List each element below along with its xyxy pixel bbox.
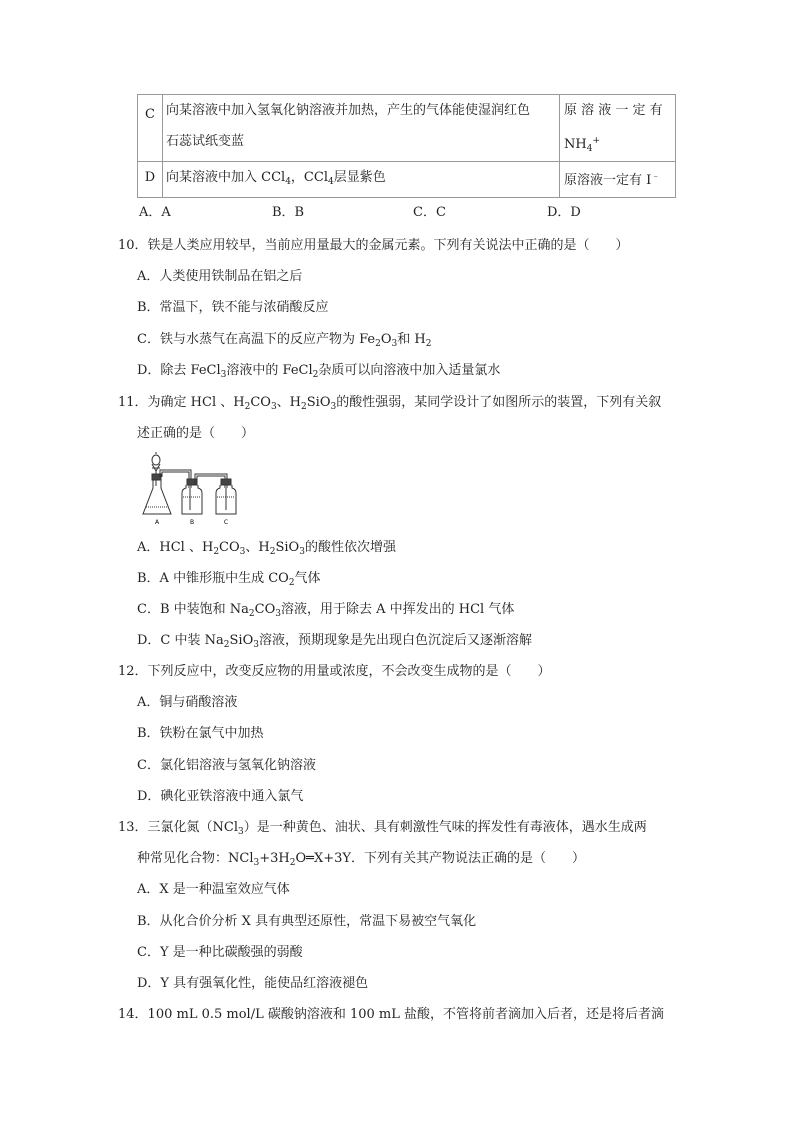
apparatus-figure — [141, 452, 251, 527]
row-key: C — [145, 107, 155, 122]
q12-option-d[interactable]: D．碘化亚铁溶液中通入氯气 — [137, 789, 304, 804]
q11-option-b[interactable]: B．A 中锥形瓶中生成 $CO_2$气体 — [137, 571, 321, 588]
row-condition: 向某溶液中加入氢氧化钠溶液并加热，产生的气体能使湿润红色 — [166, 103, 531, 118]
row-result-cont: $NH_4^+$ — [564, 136, 600, 154]
q10-stem: 10．铁是人类应用较早，当前应用量最大的金属元素。下列有关说法中正确的是（ ） — [118, 238, 629, 253]
q13-option-c[interactable]: C．Y 是一种比碳酸强的弱酸 — [137, 945, 303, 960]
q11-stem: 11．为确定 HCl 、$H_2CO_3$、$H_2SiO_3$的酸性强弱，某同学设计了如图所示的装置，下列有关叙 — [118, 395, 662, 412]
q13-stem: 13．三氯化氮（NCl$_3$）是一种黄色、油状、具有刺激性气味的挥发性有毒液体，遇水生成两 — [118, 820, 647, 837]
table-row — [138, 162, 676, 198]
figure-label-b: B — [189, 519, 195, 526]
row-result: 原溶液一定有 I﹣ — [564, 172, 661, 188]
figure-label-c: C — [223, 519, 229, 526]
figure-label-a: A — [154, 519, 160, 526]
q10-option-b[interactable]: B．常温下，铁不能与浓硝酸反应 — [137, 300, 329, 315]
q10-option-c[interactable]: C．铁与水蒸气在高温下的反应产物为 $Fe_2O_3$和 $H_2$ — [137, 332, 432, 349]
q13-stem-cont: 种常见化合物：$NCl_3+3H_2O═X+3Y$．下列有关其产物说法正确的是（ ） — [137, 851, 585, 868]
table-row — [138, 95, 676, 162]
q9-option-d[interactable]: D．D — [547, 205, 581, 220]
q9-option-a[interactable]: A．A — [139, 205, 171, 220]
row-key: D — [144, 170, 156, 185]
q13-option-b[interactable]: B．从化合价分析 X 具有典型还原性，常温下易被空气氧化 — [137, 914, 477, 929]
q12-option-a[interactable]: A．铜与硝酸溶液 — [137, 695, 238, 710]
q12-option-b[interactable]: B．铁粉在氯气中加热 — [137, 726, 264, 741]
q12-option-c[interactable]: C．氯化铝溶液与氢氧化钠溶液 — [137, 758, 316, 773]
q14-stem: 14．100 mL 0.5 mol/L 碳酸钠溶液和 100 mL 盐酸，不管将前者滴加入后者，还是将后者滴 — [118, 1007, 665, 1022]
q12-stem: 12．下列反应中，改变反应物的用量或浓度，不会改变生成物的是（ ） — [118, 664, 551, 679]
answer-table — [137, 94, 676, 198]
q11-stem-cont: 述正确的是（ ） — [137, 426, 255, 441]
q11-option-d[interactable]: D．C 中装 $Na_2SiO_3$溶液，预期现象是先出现白色沉淀后又逐渐溶解 — [137, 633, 532, 650]
row-condition: 向某溶液中加入 CCl$_4$，CCl$_4$层显紫色 — [166, 170, 386, 187]
row-condition-cont: 石蕊试纸变蓝 — [166, 134, 245, 149]
q9-option-c[interactable]: C．C — [413, 205, 446, 220]
q11-option-a[interactable]: A．HCl 、$H_2CO_3$、$H_2SiO_3$的酸性依次增强 — [137, 540, 396, 557]
q10-option-a[interactable]: A．人类使用铁制品在铝之后 — [137, 269, 303, 284]
row-result: 原 溶 液 一 定 有 — [564, 103, 663, 118]
q11-option-c[interactable]: C．B 中装饱和 $Na_2CO_3$溶液，用于除去 A 中挥发出的 HCl 气体 — [137, 602, 515, 619]
q13-option-d[interactable]: D．Y 具有强氧化性，能使品红溶液褪色 — [137, 976, 369, 991]
q13-option-a[interactable]: A．X 是一种温室效应气体 — [137, 882, 290, 897]
q9-option-b[interactable]: B．B — [272, 205, 305, 220]
q10-option-d[interactable]: D．除去 FeCl$_3$溶液中的 FeCl$_2$杂质可以向溶液中加入适量氯水 — [137, 363, 501, 380]
